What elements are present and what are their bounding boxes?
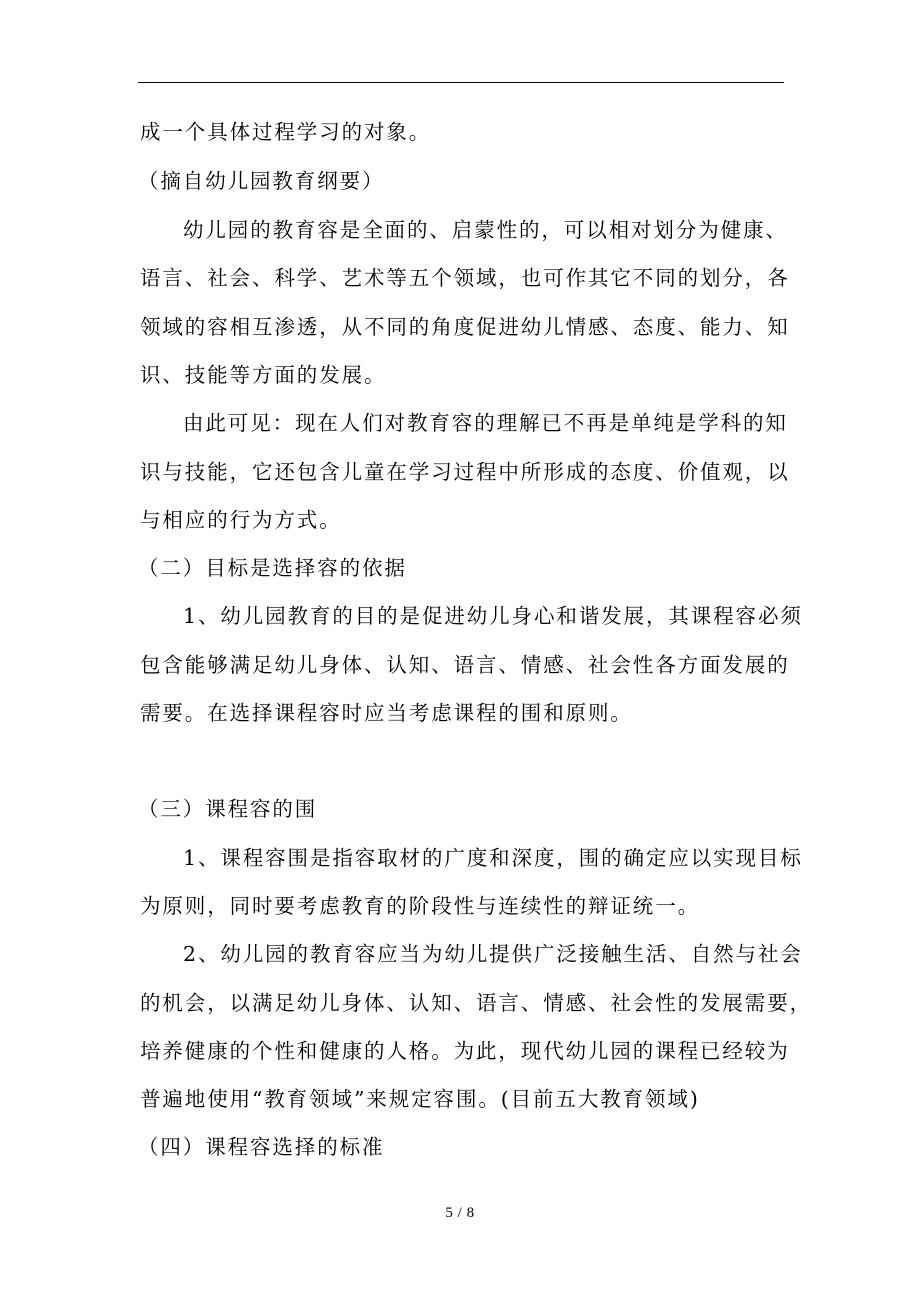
paragraph-line: 领域的容相互渗透，从不同的角度促进幼儿情感、态度、能力、知 [140, 315, 790, 339]
paragraph-line: 识、技能等方面的发展。 [140, 363, 387, 387]
paragraph-line: 普遍地使用“教育领域”来规定容围。(目前五大教育领域) [140, 1087, 700, 1111]
paragraph-line: 为原则，同时要考虑教育的阶段性与连续性的辩证统一。 [140, 894, 700, 918]
header-rule [138, 82, 784, 83]
paragraph-line: 语言、社会、科学、艺术等五个领域，也可作其它不同的划分，各 [140, 266, 790, 290]
paragraph-line: 幼儿园的教育容是全面的、启蒙性的，可以相对划分为健康、 [183, 218, 788, 242]
paragraph-line: 1、幼儿园教育的目的是促进幼儿身心和谐发展，其课程容必须 [183, 604, 803, 628]
paragraph-line: 识与技能，它还包含儿童在学习过程中所形成的态度、价值观，以 [140, 460, 790, 484]
paragraph-line: 需要。在选择课程容时应当考虑课程的围和原则。 [140, 701, 633, 725]
text-line: 成一个具体过程学习的对象。 [140, 120, 432, 144]
section-heading: （三）课程容的围 [138, 797, 318, 821]
paragraph-line: 与相应的行为方式。 [140, 508, 342, 532]
paragraph-line: 包含能够满足幼儿身体、认知、语言、情感、社会性各方面发展的 [140, 653, 790, 677]
section-heading: （四）课程容选择的标准 [138, 1135, 385, 1159]
paragraph-line: 由此可见：现在人们对教育容的理解已不再是单纯是学科的知 [183, 411, 788, 435]
paragraph-line: 培养健康的个性和健康的人格。为此，现代幼儿园的课程已经较为 [140, 1039, 790, 1063]
section-heading: （二）目标是选择容的依据 [138, 556, 407, 580]
paragraph-line: 的机会，以满足幼儿身体、认知、语言、情感、社会性的发展需要， [140, 991, 812, 1015]
source-note: （摘自幼儿园教育纲要） [138, 169, 385, 193]
paragraph-line: 2、幼儿园的教育容应当为幼儿提供广泛接触生活、自然与社会 [183, 942, 803, 966]
paragraph-line: 1、课程容围是指容取材的广度和深度，围的确定应以实现目标 [183, 846, 803, 870]
page-number: 5 / 8 [445, 1205, 475, 1221]
